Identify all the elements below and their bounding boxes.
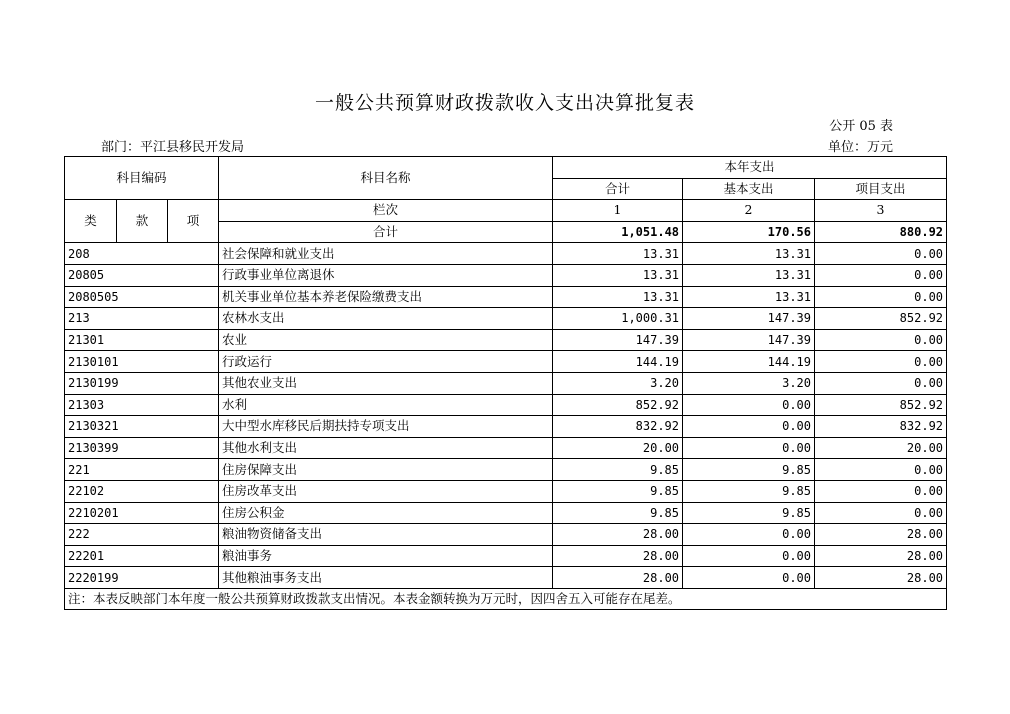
table-row	[65, 372, 947, 394]
row-total: 9.85	[553, 459, 683, 481]
row-project: 0.00	[815, 286, 947, 308]
unit-label: 单位：万元	[827, 140, 893, 155]
row-project: 0.00	[815, 351, 947, 373]
table-row	[65, 545, 947, 567]
row-code: 213	[65, 308, 219, 330]
table-row	[65, 459, 947, 481]
totals-project: 880.92	[815, 221, 947, 243]
row-basic: 144.19	[683, 351, 815, 373]
column-label: 栏次	[219, 200, 553, 222]
row-code: 2220199	[65, 567, 219, 589]
row-project: 0.00	[815, 459, 947, 481]
table-note: 注：本表反映部门本年度一般公共预算财政拨款支出情况。本表金额转换为万元时，因四舍五入可能存在尾差。	[65, 588, 947, 610]
department-label: 部门：平江县移民开发局	[101, 140, 245, 155]
row-name: 其他农业支出	[219, 372, 553, 394]
row-code: 2130321	[65, 416, 219, 438]
row-name: 住房保障支出	[219, 459, 553, 481]
row-code: 2210201	[65, 502, 219, 524]
budget-table	[64, 156, 947, 610]
header-kuan: 款	[117, 200, 168, 243]
totals-total: 1,051.48	[553, 221, 683, 243]
row-project: 28.00	[815, 567, 947, 589]
row-total: 28.00	[553, 545, 683, 567]
table-row	[65, 243, 947, 265]
header-row-3	[65, 200, 947, 222]
row-project: 28.00	[815, 545, 947, 567]
table-row	[65, 394, 947, 416]
row-basic: 0.00	[683, 524, 815, 546]
row-code: 21303	[65, 394, 219, 416]
header-row-1	[65, 157, 947, 179]
column-number-3: 3	[815, 200, 947, 222]
row-total: 20.00	[553, 437, 683, 459]
table-row	[65, 524, 947, 546]
row-basic: 9.85	[683, 480, 815, 502]
header-code: 科目编码	[65, 157, 219, 200]
row-total: 28.00	[553, 524, 683, 546]
row-code: 20805	[65, 264, 219, 286]
row-project: 0.00	[815, 480, 947, 502]
totals-basic: 170.56	[683, 221, 815, 243]
row-code: 2130199	[65, 372, 219, 394]
header-basic: 基本支出	[683, 178, 815, 200]
row-basic: 0.00	[683, 545, 815, 567]
row-total: 147.39	[553, 329, 683, 351]
row-name: 粮油物资储备支出	[219, 524, 553, 546]
totals-label: 合计	[219, 221, 553, 243]
row-name: 农业	[219, 329, 553, 351]
row-project: 0.00	[815, 329, 947, 351]
row-name: 机关事业单位基本养老保险缴费支出	[219, 286, 553, 308]
row-basic: 0.00	[683, 416, 815, 438]
row-basic: 9.85	[683, 502, 815, 524]
table-row	[65, 502, 947, 524]
table-row	[65, 308, 947, 330]
column-number-1: 1	[553, 200, 683, 222]
row-name: 其他粮油事务支出	[219, 567, 553, 589]
row-basic: 3.20	[683, 372, 815, 394]
row-code: 221	[65, 459, 219, 481]
row-total: 9.85	[553, 502, 683, 524]
header-lei: 类	[65, 200, 117, 243]
row-project: 0.00	[815, 243, 947, 265]
row-name: 水利	[219, 394, 553, 416]
row-project: 20.00	[815, 437, 947, 459]
row-total: 144.19	[553, 351, 683, 373]
row-basic: 147.39	[683, 329, 815, 351]
row-project: 832.92	[815, 416, 947, 438]
column-number-2: 2	[683, 200, 815, 222]
row-name: 农林水支出	[219, 308, 553, 330]
row-name: 大中型水库移民后期扶持专项支出	[219, 416, 553, 438]
row-basic: 0.00	[683, 394, 815, 416]
row-project: 0.00	[815, 372, 947, 394]
row-code: 222	[65, 524, 219, 546]
header-xiang: 项	[168, 200, 219, 243]
row-total: 13.31	[553, 264, 683, 286]
row-name: 行政运行	[219, 351, 553, 373]
row-project: 852.92	[815, 394, 947, 416]
row-basic: 0.00	[683, 567, 815, 589]
table-row	[65, 264, 947, 286]
table-row	[65, 286, 947, 308]
header-project: 项目支出	[815, 178, 947, 200]
row-total: 13.31	[553, 286, 683, 308]
row-code: 21301	[65, 329, 219, 351]
row-project: 0.00	[815, 264, 947, 286]
row-project: 28.00	[815, 524, 947, 546]
table-row	[65, 329, 947, 351]
row-code: 22201	[65, 545, 219, 567]
table-row	[65, 437, 947, 459]
table-row	[65, 567, 947, 589]
row-basic: 13.31	[683, 243, 815, 265]
row-total: 13.31	[553, 243, 683, 265]
row-code: 22102	[65, 480, 219, 502]
row-total: 9.85	[553, 480, 683, 502]
row-project: 852.92	[815, 308, 947, 330]
row-basic: 9.85	[683, 459, 815, 481]
row-basic: 0.00	[683, 437, 815, 459]
row-total: 3.20	[553, 372, 683, 394]
table-row	[65, 480, 947, 502]
row-code: 2130399	[65, 437, 219, 459]
form-number: 公开 05 表	[829, 119, 893, 134]
row-basic: 147.39	[683, 308, 815, 330]
note-row	[65, 588, 947, 610]
row-total: 28.00	[553, 567, 683, 589]
row-code: 2080505	[65, 286, 219, 308]
table-row	[65, 351, 947, 373]
header-total: 合计	[553, 178, 683, 200]
row-total: 1,000.31	[553, 308, 683, 330]
row-basic: 13.31	[683, 286, 815, 308]
header-current-year: 本年支出	[553, 157, 947, 179]
header-name: 科目名称	[219, 157, 553, 200]
row-total: 852.92	[553, 394, 683, 416]
row-name: 社会保障和就业支出	[219, 243, 553, 265]
row-code: 208	[65, 243, 219, 265]
table-row	[65, 416, 947, 438]
row-name: 住房改革支出	[219, 480, 553, 502]
row-name: 住房公积金	[219, 502, 553, 524]
row-code: 2130101	[65, 351, 219, 373]
row-name: 其他水利支出	[219, 437, 553, 459]
row-name: 行政事业单位离退休	[219, 264, 553, 286]
page-title: 一般公共预算财政拨款收入支出决算批复表	[314, 92, 695, 114]
row-total: 832.92	[553, 416, 683, 438]
row-basic: 13.31	[683, 264, 815, 286]
row-name: 粮油事务	[219, 545, 553, 567]
row-project: 0.00	[815, 502, 947, 524]
